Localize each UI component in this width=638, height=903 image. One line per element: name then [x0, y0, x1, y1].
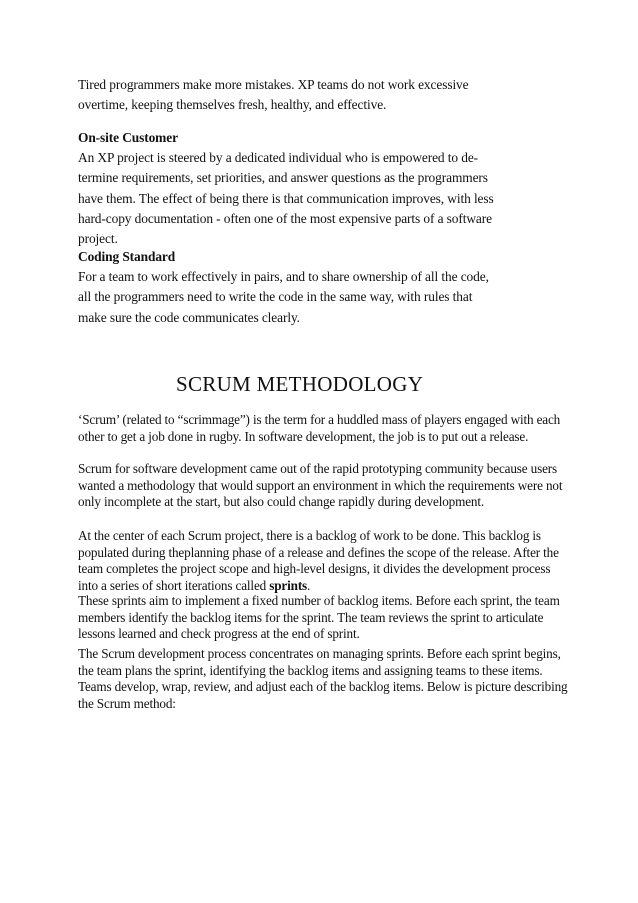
sprints-term: sprints: [269, 577, 308, 593]
onsite-customer-block: [78, 128, 498, 249]
scrum-paragraph-process: The Scrum development process concentrates on managing sprints. Before each sprint begins, the team plans the sprint, identifying the backlog items and assigning teams to these items. Teams develop, wrap, review, and adjust each of the backlog items. Below is picture describing the Scrum method:: [78, 646, 568, 711]
scrum-paragraph-origin: Scrum for software development came out of the rapid prototyping community because users wanted a methodology that would support an environment in which the requirements were not only incomplete at the start, but also could change rapidly during development.: [78, 461, 563, 510]
coding-standard-heading: Coding Standard: [78, 249, 176, 264]
scrum-paragraph-definition: ‘Scrum’ (related to “scrimmage”) is the term for a huddled mass of players engaged with each other to get a job done in rugby. In software development, the job is to put out a release.: [78, 412, 561, 444]
scrum-methodology-title: SCRUM METHODOLOGY: [176, 372, 424, 396]
sustainable-pace-block: [78, 75, 498, 115]
scrum-paragraph-backlog: [78, 528, 568, 594]
sustainable-pace-text: Tired programmers make more mistakes. XP teams do not work excessive overtime, keeping themselves fresh, healthy, and effective.: [78, 77, 469, 113]
scrum-backlog-text: At the center of each Scrum project, there is a backlog of work to be done. This backlog is populated during theplanning phase of a release and defines the scope of the release. After the team completes the project scope and high-level designs, it divides the development process into a series of short iterations called: [78, 528, 559, 593]
coding-standard-block: [78, 247, 498, 328]
coding-standard-text: For a team to work effectively in pairs, and to share ownership of all the code, all the programmers need to write the code in the same way, with rules that make sure the code communicates clearly.: [78, 269, 489, 325]
onsite-customer-heading: On-site Customer: [78, 130, 178, 145]
onsite-customer-text: An XP project is steered by a dedicated individual who is empowered to de-termine requirements, set priorities, and answer questions as the programmers have them. The effect of being there is that communication improves, with less hard-copy documentation - often one of the most expensive parts of a software project.: [78, 150, 494, 247]
scrum-backlog-period: .: [307, 577, 311, 593]
scrum-paragraph-sprints: These sprints aim to implement a fixed number of backlog items. Before each sprint, the team members identify the backlog items for the sprint. The team reviews the sprint to articulate lessons learned and check progress at the end of sprint.: [78, 593, 560, 642]
